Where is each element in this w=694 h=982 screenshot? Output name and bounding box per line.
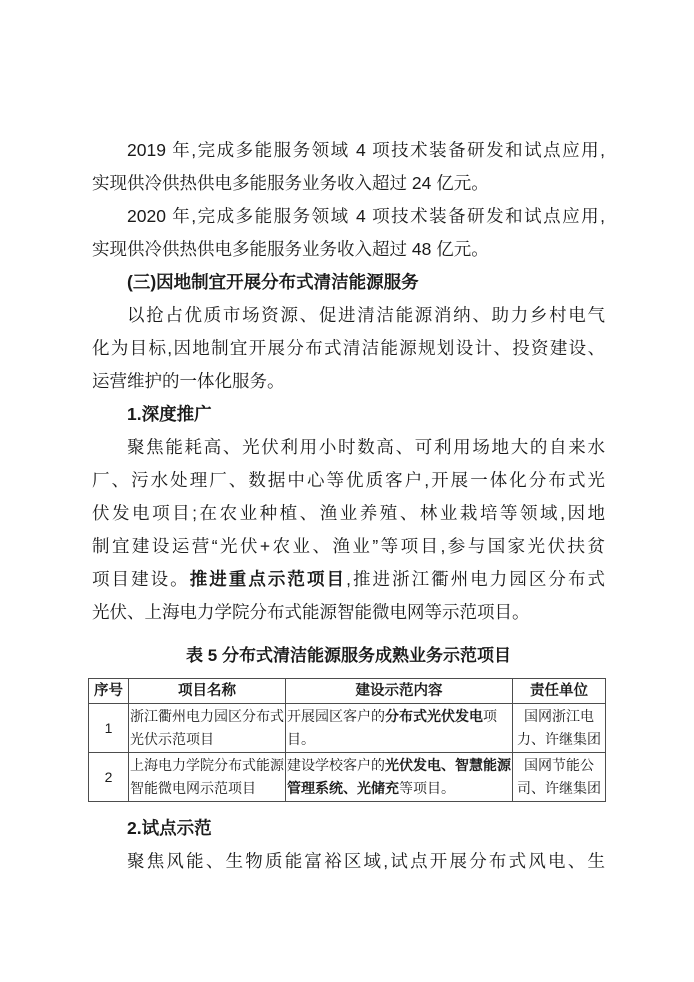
text-line: 伏发电项目;在农业种植、渔业养殖、林业栽培等领域,因地 (92, 503, 605, 523)
text-segment: 建设学校客户的 (287, 757, 385, 773)
table-header-row (89, 679, 606, 704)
text-segment: 项目。 (287, 708, 497, 747)
table-title: 表 5 分布式清洁能源服务成熟业务示范项目 (186, 646, 511, 665)
project-content-cell (286, 753, 513, 802)
text-line: 聚焦风能、生物质能富裕区域,试点开展分布式风电、生 (127, 851, 605, 871)
row-index-cell: 2 (89, 753, 129, 802)
section-heading-3: (三)因地制宜开展分布式清洁能源服务 (127, 272, 419, 292)
text-line: 实现供冷供热供电多能服务业务收入超过 48 亿元。 (92, 239, 489, 259)
text-line: 化为目标,因地制宜开展分布式清洁能源规划设计、投资建设、 (92, 338, 605, 358)
column-header-index: 序号 (89, 679, 129, 704)
text-line: 2020 年,完成多能服务领域 4 项技术装备研发和试点应用, (127, 206, 605, 226)
text-line: 制宜建设运营“光伏+农业、渔业”等项目,参与国家光伏扶贫 (92, 536, 605, 556)
bold-emphasis: 光伏发电、智慧能源管理系统、光储充 (287, 757, 511, 796)
subheading-deep-promotion: 1.深度推广 (127, 404, 212, 424)
table-row (89, 753, 606, 802)
text-segment: 等项目。 (399, 780, 455, 796)
text-line: 聚焦能耗高、光伏利用小时数高、可利用场地大的自来水 (127, 437, 605, 457)
owner-cell: 国网节能公司、许继集团 (513, 753, 606, 802)
text-line: 光伏、上海电力学院分布式能源智能微电网等示范项目。 (92, 602, 530, 622)
bold-emphasis: 分布式光伏发电 (385, 708, 483, 724)
document-content (92, 134, 605, 878)
demo-projects-table (88, 678, 606, 802)
owner-cell: 国网浙江电力、许继集团 (513, 704, 606, 753)
column-header-project-name: 项目名称 (129, 679, 286, 704)
table-row (89, 704, 606, 753)
project-name-cell: 上海电力学院分布式能源智能微电网示范项目 (129, 753, 286, 802)
text-segment: ,推进浙江衢州电力园区分布式 (346, 569, 606, 589)
paragraph-2020-target (92, 200, 605, 266)
text-segment: 开展园区客户的 (287, 708, 385, 724)
text-line: 运营维护的一体化服务。 (92, 371, 285, 391)
paragraph-deep-promotion (92, 431, 605, 629)
project-content-cell (286, 704, 513, 753)
text-line: 厂、污水处理厂、数据中心等优质客户,开展一体化分布式光 (92, 470, 605, 490)
row-index-cell: 1 (89, 704, 129, 753)
paragraph-pilot-demo (92, 845, 605, 878)
paragraph-2019-target (92, 134, 605, 200)
text-line (92, 563, 605, 596)
bold-emphasis: 推进重点示范项目 (189, 569, 347, 589)
paragraph-section-3-intro (92, 299, 605, 398)
text-segment: 项目建设。 (92, 569, 190, 589)
text-line: 以抢占优质市场资源、促进清洁能源消纳、助力乡村电气 (127, 305, 605, 325)
column-header-owner: 责任单位 (513, 679, 606, 704)
text-line: 2019 年,完成多能服务领域 4 项技术装备研发和试点应用, (127, 140, 605, 160)
text-line: 实现供冷供热供电多能服务业务收入超过 24 亿元。 (92, 173, 489, 193)
project-name-cell: 浙江衢州电力园区分布式光伏示范项目 (129, 704, 286, 753)
subheading-pilot-demo: 2.试点示范 (127, 818, 212, 838)
column-header-content: 建设示范内容 (286, 679, 513, 704)
